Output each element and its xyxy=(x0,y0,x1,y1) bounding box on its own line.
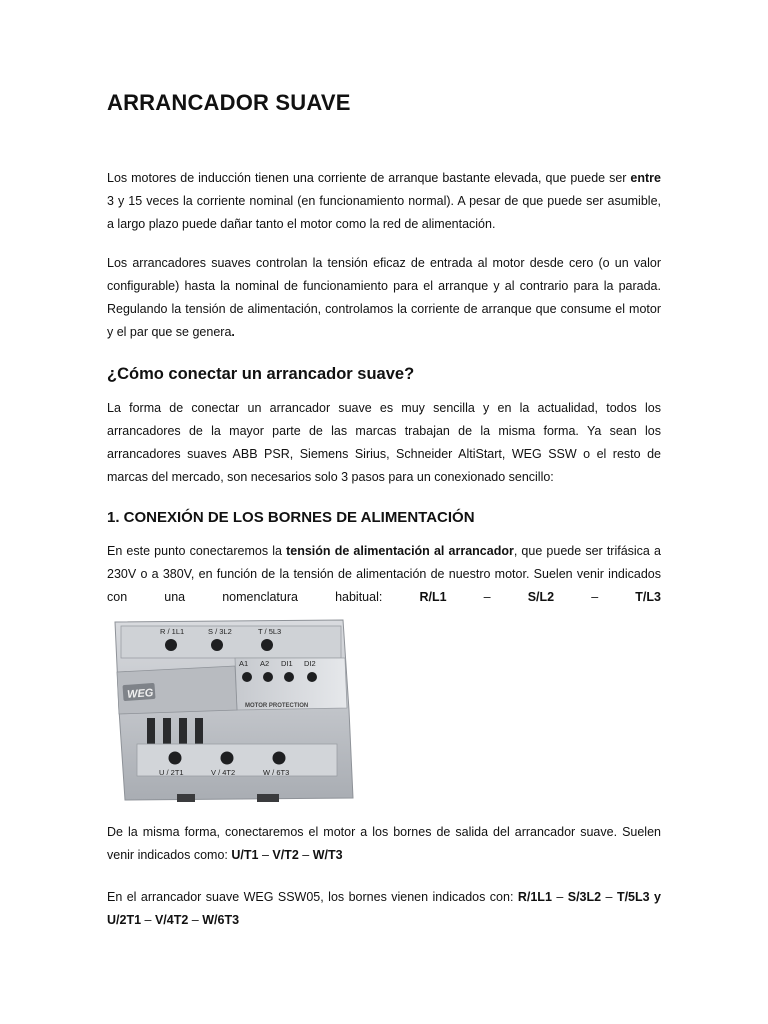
bold-run: S/3L2 xyxy=(567,890,602,904)
soft-starter-illustration xyxy=(107,614,355,804)
bold-run: W/T3 xyxy=(312,848,343,862)
bold-run: tensión de alimentación al arrancador xyxy=(286,544,514,558)
subsection-heading: 1. CONEXIÓN DE LOS BORNES DE ALIMENTACIÓN xyxy=(107,509,475,526)
bold-run: . xyxy=(231,325,235,339)
weg-terminals-paragraph xyxy=(107,886,661,932)
text-run: 3 y 15 veces la corriente nominal (en funcionamiento normal). A pesar de que puede ser asumible, a largo plazo puede dañar tanto el motor como la red de alimentación. xyxy=(107,194,661,231)
bold-run: T/L3 xyxy=(635,590,661,604)
bold-run: V/4T2 xyxy=(154,913,189,927)
page-title: ARRANCADOR SUAVE xyxy=(107,90,351,115)
control-label-di2: DI2 xyxy=(304,659,316,668)
soft-starter-image xyxy=(107,614,355,804)
terminal-label-w: W / 6T3 xyxy=(263,768,290,777)
text-run: – xyxy=(554,590,636,604)
intro-paragraph xyxy=(107,167,661,236)
bold-run: R/L1 xyxy=(419,590,447,604)
text-run: En este punto conectaremos la xyxy=(107,544,287,558)
motor-protection-label: MOTOR PROTECTION xyxy=(245,703,309,709)
bold-run: T/5L3 y U/2T1 xyxy=(107,890,661,927)
connection-paragraph: La forma de conectar un arrancador suave es muy sencilla y en la actualidad, todos los arrancadores de la mayor parte de las marcas trabajan de la misma forma. Ya sean los arrancadores suaves ABB PSR, Siemens Sirius, Schneider AltiStart, WEG SSW o el resto de marcas del mercado, son necesarios solo 3 pasos para un conexionado sencillo: xyxy=(107,401,661,484)
bold-run: R/1L1 xyxy=(517,890,552,904)
text-run: , que puede ser trifásica a 230V o a 380V, en función de la tensión de alimentación de nuestro motor. Suelen venir indicados con una nomenclatura habitual: xyxy=(107,544,661,604)
text-run: De la misma forma, conectaremos el motor a los bornes de salida del arrancador suave. Suelen venir indicados como: xyxy=(107,825,661,862)
terminal-label-v: V / 4T2 xyxy=(211,768,236,777)
terminal-label-t: T / 5L3 xyxy=(258,627,282,636)
text-run: Los motores de inducción tienen una corriente de arranque bastante elevada, que puede ser xyxy=(107,171,631,185)
terminal-label-u: U / 2T1 xyxy=(159,768,184,777)
control-label-a1: A1 xyxy=(239,659,249,668)
text-run: – xyxy=(551,890,568,904)
control-label-a2: A2 xyxy=(260,659,270,668)
control-label-di1: DI1 xyxy=(281,659,293,668)
section-heading: ¿Cómo conectar un arrancador suave? xyxy=(107,365,415,383)
text-run: – xyxy=(446,590,528,604)
power-terminals-paragraph xyxy=(107,540,661,609)
bold-run: S/L2 xyxy=(527,590,555,604)
text-run: Los arrancadores suaves controlan la tensión eficaz de entrada al motor desde cero (o un valor configurable) hasta la nominal de funcionamiento para el arranque y al contrario para la parada. Regulando la tensión de alimentación, controlamos la corriente de arranque que consume el motor y el par que se genera xyxy=(107,256,661,339)
text-run: – xyxy=(188,913,203,927)
text-run: – xyxy=(601,890,617,904)
soft-starter-paragraph xyxy=(107,252,661,344)
bold-run: V/T2 xyxy=(272,848,299,862)
text-run: – xyxy=(258,848,273,862)
terminal-label-s: S / 3L2 xyxy=(208,627,232,636)
bold-run: U/T1 xyxy=(231,848,259,862)
bold-run: entre xyxy=(630,171,661,185)
text-run: En el arrancador suave WEG SSW05, los bornes vienen indicados con: xyxy=(107,890,518,904)
bold-run: W/6T3 xyxy=(202,913,240,927)
output-terminals-paragraph xyxy=(107,821,661,867)
text-run: – xyxy=(141,913,155,927)
brand-logo: WEG xyxy=(126,687,154,701)
text-run: – xyxy=(298,848,313,862)
terminal-label-r: R / 1L1 xyxy=(160,627,185,636)
